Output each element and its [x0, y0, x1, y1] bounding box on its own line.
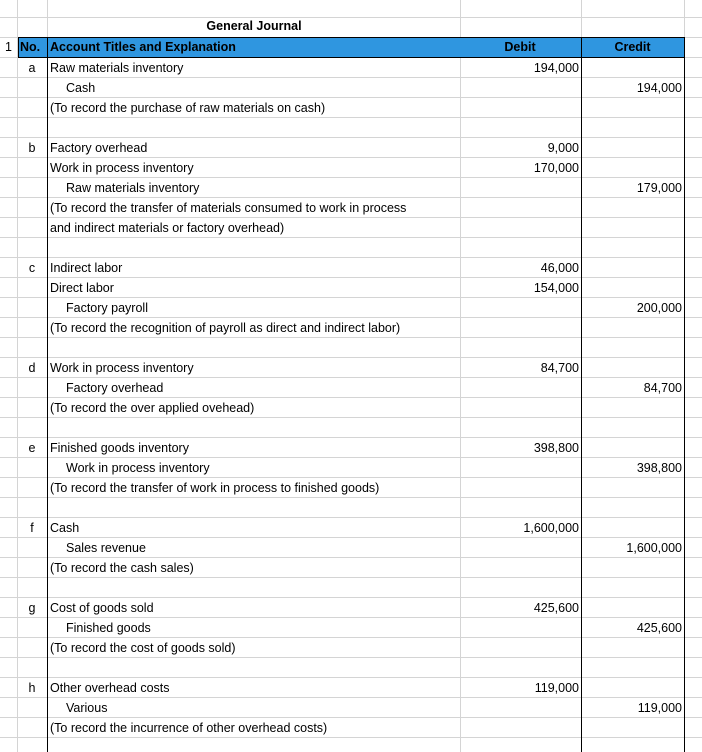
header-debit[interactable]: Debit [504, 40, 536, 54]
entry-letter: h [28, 681, 36, 695]
entry-explanation: (To record the purchase of raw materials on cash) [50, 101, 326, 115]
credit-amount [586, 558, 682, 578]
debit-amount: 194,000 [533, 61, 579, 75]
header-row [18, 37, 685, 57]
debit-amount [484, 78, 579, 98]
account-title: and indirect materials or factory overhead) [50, 221, 285, 235]
entry-letter: c [28, 261, 36, 275]
credit-amount [586, 278, 682, 298]
debit-amount: 425,600 [533, 601, 579, 615]
row-number: 1 [5, 40, 12, 54]
debit-amount: 84,700 [540, 361, 579, 375]
header-no[interactable]: No. [20, 40, 41, 54]
entry-explanation: (To record the transfer of work in process to finished goods) [50, 481, 380, 495]
credit-amount [586, 258, 682, 278]
debit-amount [484, 458, 579, 478]
border-header-bottom [18, 57, 685, 58]
credit-amount [586, 318, 682, 338]
entry-letter: b [28, 141, 36, 155]
account-title: Factory overhead [50, 141, 148, 155]
debit-amount [484, 398, 579, 418]
debit-amount: 398,800 [533, 441, 579, 455]
debit-amount [484, 198, 579, 218]
credit-amount [586, 598, 682, 618]
debit-amount [484, 618, 579, 638]
account-title: Cost of goods sold [50, 601, 154, 615]
border-debit [581, 37, 582, 752]
credit-amount: 194,000 [636, 81, 682, 95]
grid-column-line [460, 0, 461, 752]
debit-amount [484, 558, 579, 578]
credit-amount [586, 438, 682, 458]
credit-amount [586, 638, 682, 658]
account-title: Raw materials inventory [50, 61, 184, 75]
border-credit [684, 37, 685, 752]
credit-amount [586, 98, 682, 118]
credit-amount [586, 358, 682, 378]
entry-letter: d [28, 361, 36, 375]
account-title: Work in process inventory [66, 461, 210, 475]
entry-letter: a [28, 61, 36, 75]
debit-amount [484, 638, 579, 658]
debit-amount: 119,000 [534, 681, 579, 695]
credit-amount: 119,000 [637, 701, 682, 715]
account-title: Cash [50, 521, 80, 535]
credit-amount [586, 718, 682, 738]
credit-amount [586, 478, 682, 498]
debit-amount: 154,000 [533, 281, 579, 295]
entry-letter: f [30, 521, 34, 535]
account-title: Finished goods [66, 621, 151, 635]
debit-amount [484, 298, 579, 318]
border-account [47, 37, 48, 752]
credit-amount: 398,800 [636, 461, 682, 475]
entry-explanation: (To record the transfer of materials consumed to work in process [50, 201, 407, 215]
credit-amount [586, 158, 682, 178]
credit-amount [586, 518, 682, 538]
debit-amount [484, 178, 579, 198]
account-title: Work in process inventory [50, 161, 194, 175]
debit-amount [484, 98, 579, 118]
entry-letter: e [28, 441, 36, 455]
journal-title: General Journal [206, 19, 302, 33]
debit-amount: 9,000 [547, 141, 579, 155]
debit-amount: 46,000 [540, 261, 579, 275]
account-title: Cash [66, 81, 96, 95]
account-title: Other overhead costs [50, 681, 170, 695]
credit-amount: 425,600 [636, 621, 682, 635]
account-title: Various [66, 701, 108, 715]
account-title: Indirect labor [50, 261, 123, 275]
credit-amount: 84,700 [643, 381, 682, 395]
border-header-top [18, 37, 685, 38]
debit-amount [484, 718, 579, 738]
account-title: Finished goods inventory [50, 441, 189, 455]
debit-amount: 170,000 [533, 161, 579, 175]
credit-amount [586, 678, 682, 698]
debit-amount [484, 478, 579, 498]
debit-amount [484, 538, 579, 558]
credit-amount [586, 218, 682, 238]
debit-amount [484, 218, 579, 238]
account-title: Factory payroll [66, 301, 148, 315]
debit-amount [484, 318, 579, 338]
credit-amount [586, 138, 682, 158]
debit-amount [484, 378, 579, 398]
header-credit[interactable]: Credit [614, 40, 651, 54]
account-title: Direct labor [50, 281, 114, 295]
credit-amount: 200,000 [636, 301, 682, 315]
credit-amount: 179,000 [636, 181, 682, 195]
entry-explanation: (To record the cash sales) [50, 561, 194, 575]
credit-amount [586, 398, 682, 418]
entry-explanation: (To record the over applied ovehead) [50, 401, 255, 415]
account-title: Factory overhead [66, 381, 164, 395]
credit-amount [586, 58, 682, 78]
account-title: Raw materials inventory [66, 181, 200, 195]
entry-explanation: (To record the recognition of payroll as direct and indirect labor) [50, 321, 401, 335]
debit-amount: 1,600,000 [523, 521, 579, 535]
border-left [18, 37, 19, 58]
entry-explanation: (To record the incurrence of other overhead costs) [50, 721, 328, 735]
entry-explanation: (To record the cost of goods sold) [50, 641, 236, 655]
debit-amount [484, 698, 579, 718]
account-title: Work in process inventory [50, 361, 194, 375]
credit-amount: 1,600,000 [626, 541, 682, 555]
entry-letter: g [28, 601, 36, 615]
header-account[interactable]: Account Titles and Explanation [50, 40, 236, 54]
account-title: Sales revenue [66, 541, 146, 555]
credit-amount [586, 198, 682, 218]
